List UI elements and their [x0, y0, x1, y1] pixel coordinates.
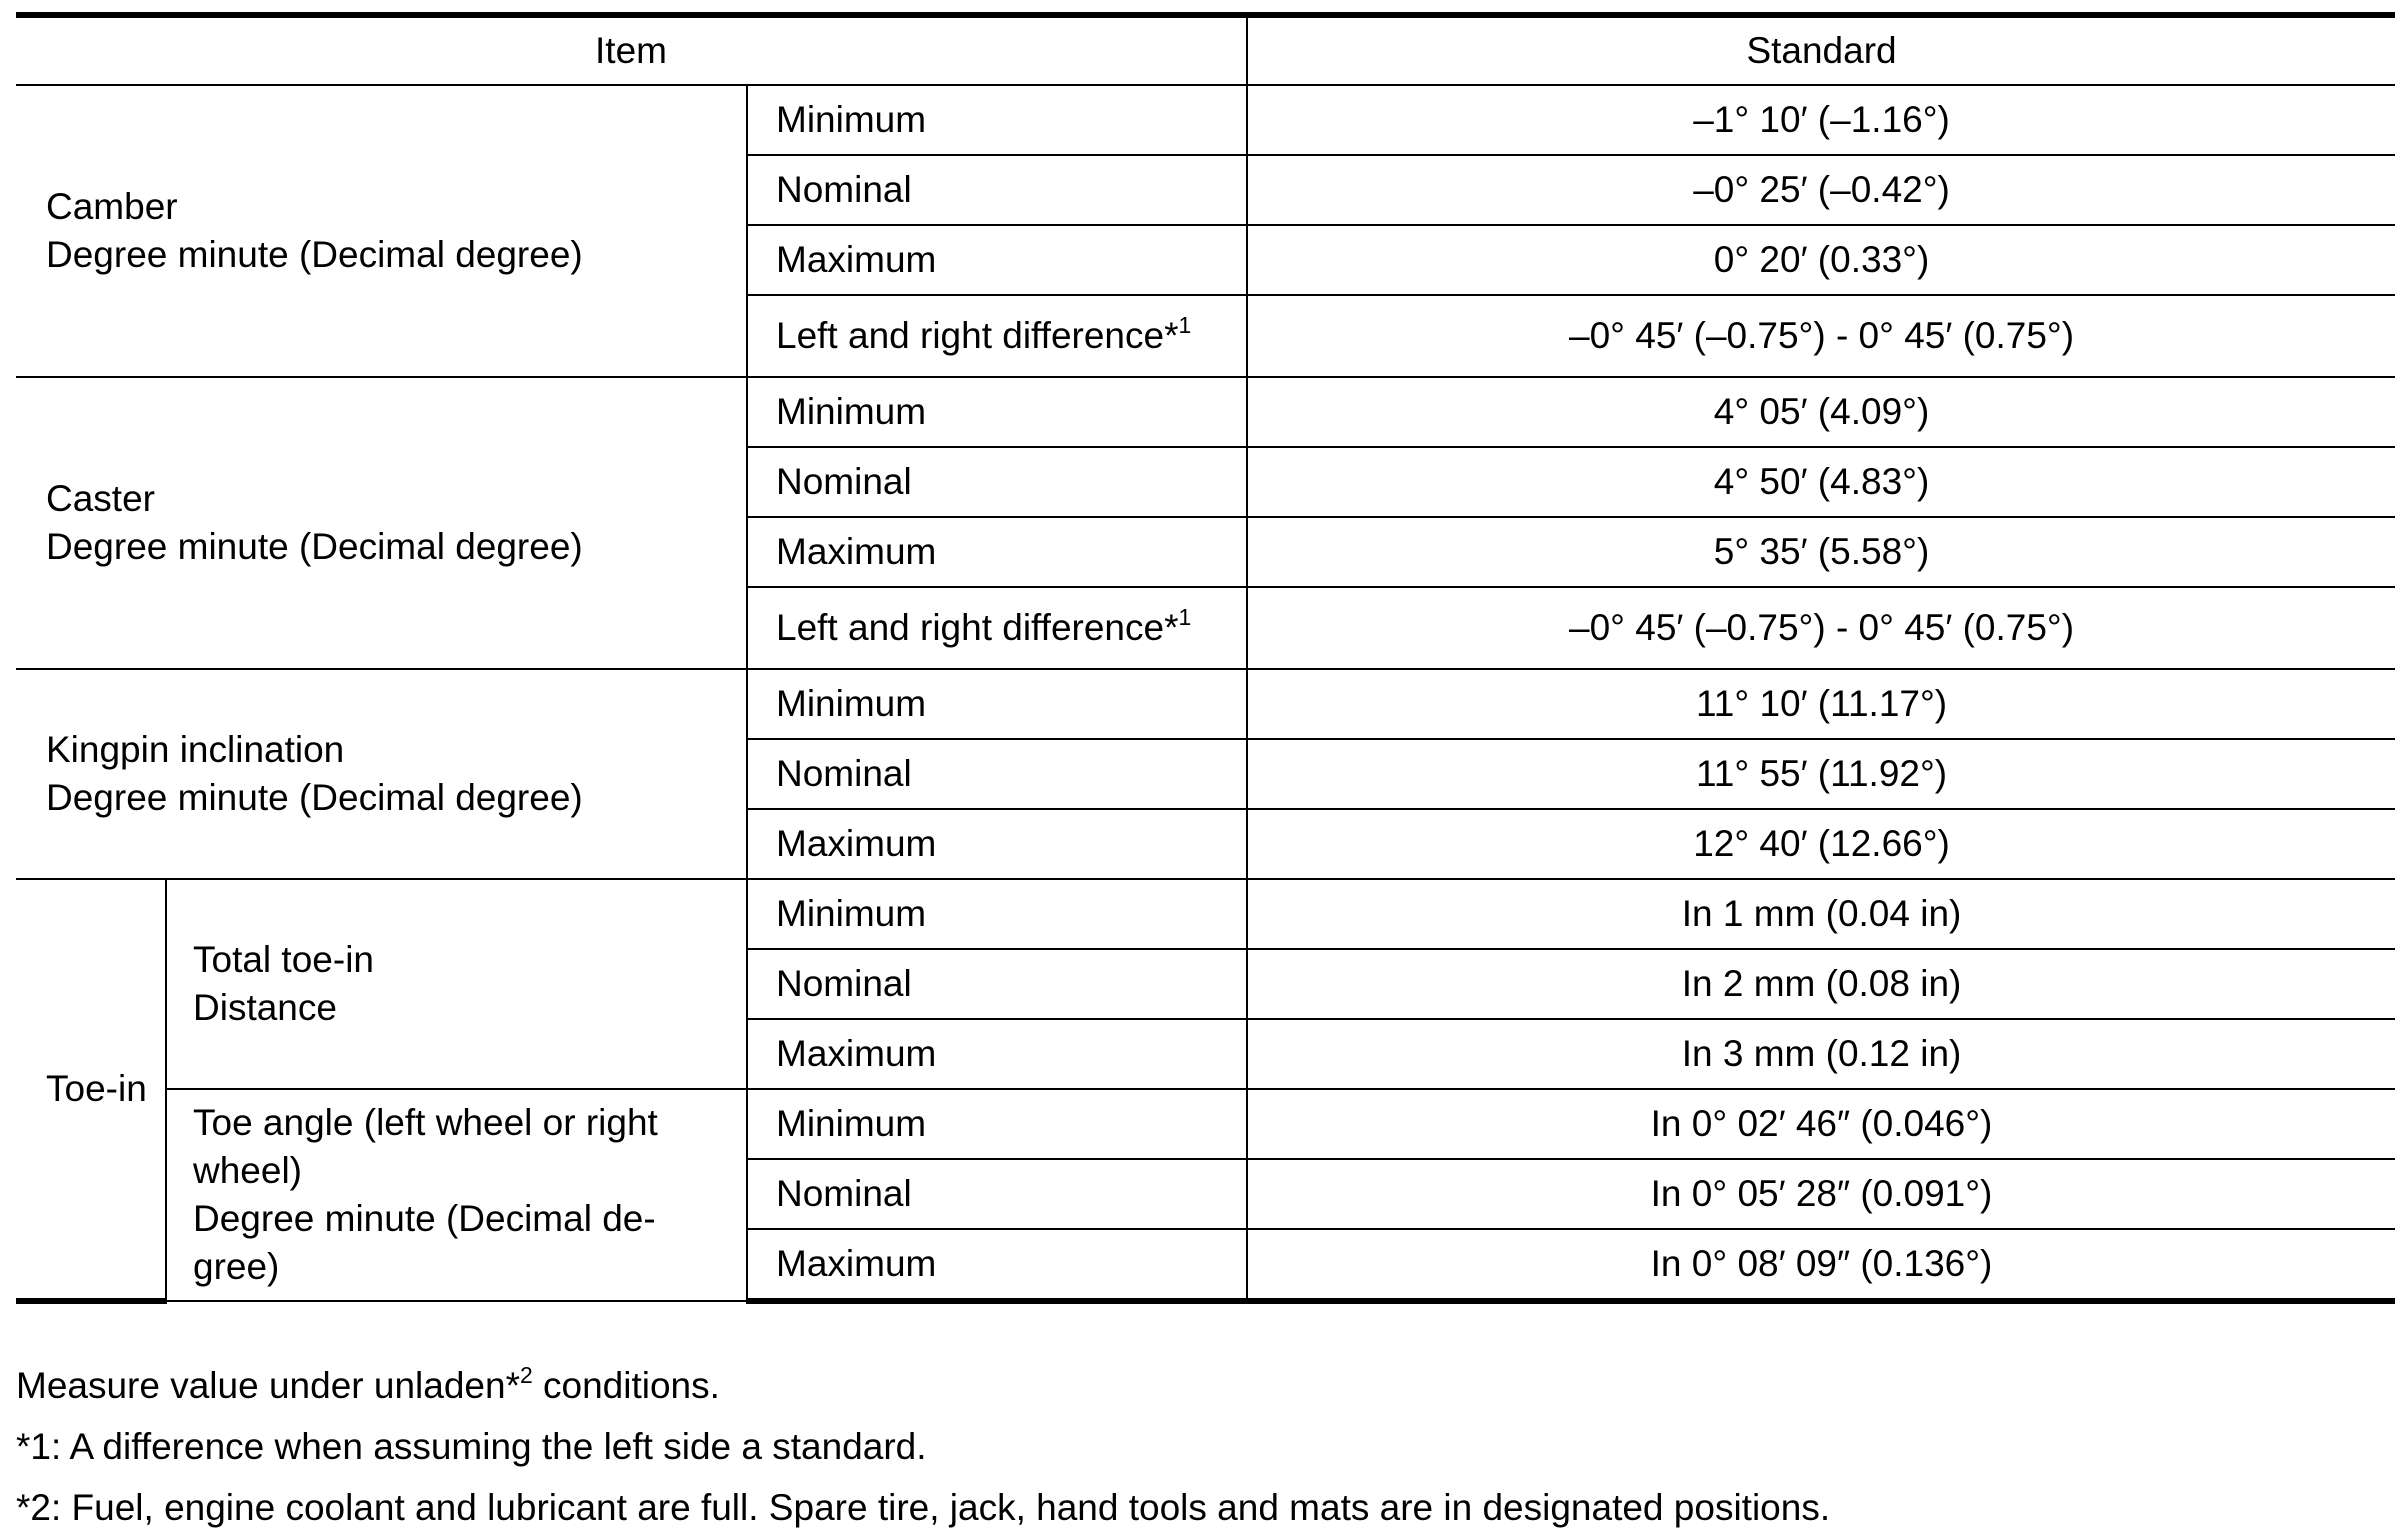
row-label: Maximum [747, 225, 1247, 295]
group-title: Camber [46, 185, 178, 227]
group-title: Kingpin inclination [46, 728, 345, 770]
row-value: In 0° 05′ 28″ (0.091°) [1247, 1159, 2395, 1229]
row-label: Nominal [747, 739, 1247, 809]
table-row [16, 879, 2395, 949]
row-value: –0° 25′ (–0.42°) [1247, 155, 2395, 225]
group-unit: Degree minute (Decimal degree) [46, 777, 583, 818]
row-value: In 0° 02′ 46″ (0.046°) [1247, 1089, 2395, 1159]
table-row [16, 377, 2395, 447]
table-notes [16, 1355, 1830, 1538]
table-row [16, 669, 2395, 739]
row-value: 4° 05′ (4.09°) [1247, 377, 2395, 447]
footnote-1: *1: A difference when assuming the left side a standard. [16, 1426, 927, 1467]
row-value: 11° 55′ (11.92°) [1247, 739, 2395, 809]
row-label [747, 587, 1247, 669]
row-value: In 3 mm (0.12 in) [1247, 1019, 2395, 1089]
row-label: Nominal [747, 1159, 1247, 1229]
subgroup-unit-line: gree) [193, 1246, 280, 1288]
row-value: –1° 10′ (–1.16°) [1247, 85, 2395, 155]
footnote-ref: 1 [1178, 604, 1192, 631]
group-label-kingpin [16, 669, 747, 879]
row-label: Minimum [747, 85, 1247, 155]
table-header-row [16, 15, 2395, 85]
group-label-camber [16, 85, 747, 377]
row-label: Nominal [747, 155, 1247, 225]
row-label: Maximum [747, 1019, 1247, 1089]
row-value: 5° 35′ (5.58°) [1247, 517, 2395, 587]
row-label-text: Left and right difference* [776, 606, 1179, 648]
subgroup-label-toe-angle [166, 1089, 747, 1301]
alignment-spec-table [16, 12, 2395, 1304]
row-value: 0° 20′ (0.33°) [1247, 225, 2395, 295]
row-value: 11° 10′ (11.17°) [1247, 669, 2395, 739]
note-text: conditions. [532, 1365, 720, 1406]
row-label: Nominal [747, 447, 1247, 517]
subgroup-unit-line: Degree minute (Decimal de- [193, 1198, 656, 1239]
group-title: Caster [46, 477, 155, 519]
subgroup-label-total-toe-in [166, 879, 747, 1089]
row-label: Nominal [747, 949, 1247, 1019]
row-label: Maximum [747, 809, 1247, 879]
table-row [16, 85, 2395, 155]
row-value: –0° 45′ (–0.75°) - 0° 45′ (0.75°) [1247, 295, 2395, 377]
footnote-ref: 1 [1178, 312, 1192, 339]
row-value: 12° 40′ (12.66°) [1247, 809, 2395, 879]
row-label: Minimum [747, 377, 1247, 447]
table-row [16, 1089, 2395, 1159]
subgroup-title: Total toe-in [193, 938, 374, 980]
header-standard: Standard [1247, 15, 2395, 85]
row-value: 4° 50′ (4.83°) [1247, 447, 2395, 517]
row-value: –0° 45′ (–0.75°) - 0° 45′ (0.75°) [1247, 587, 2395, 669]
row-label [747, 295, 1247, 377]
row-value: In 0° 08′ 09″ (0.136°) [1247, 1229, 2395, 1301]
row-label: Maximum [747, 517, 1247, 587]
row-value: In 1 mm (0.04 in) [1247, 879, 2395, 949]
footnote-2: *2: Fuel, engine coolant and lubricant are full. Spare tire, jack, hand tools and mats are in designated positions. [16, 1487, 1831, 1528]
subgroup-unit: Distance [193, 987, 337, 1028]
group-label-toe-in: Toe-in [16, 879, 166, 1301]
header-item: Item [16, 15, 1247, 85]
subgroup-title-line: Toe angle (left wheel or right [193, 1101, 658, 1143]
group-unit: Degree minute (Decimal degree) [46, 526, 583, 567]
row-label-text: Left and right difference* [776, 314, 1179, 356]
subgroup-title-line: wheel) [193, 1149, 302, 1191]
group-label-caster [16, 377, 747, 669]
row-label: Maximum [747, 1229, 1247, 1301]
row-label: Minimum [747, 1089, 1247, 1159]
group-unit: Degree minute (Decimal degree) [46, 234, 583, 275]
row-label: Minimum [747, 669, 1247, 739]
note-unladen [16, 1355, 1830, 1416]
row-label: Minimum [747, 879, 1247, 949]
row-value: In 2 mm (0.08 in) [1247, 949, 2395, 1019]
footnote-ref: 2 [519, 1362, 533, 1389]
note-text: Measure value under unladen* [16, 1365, 520, 1406]
